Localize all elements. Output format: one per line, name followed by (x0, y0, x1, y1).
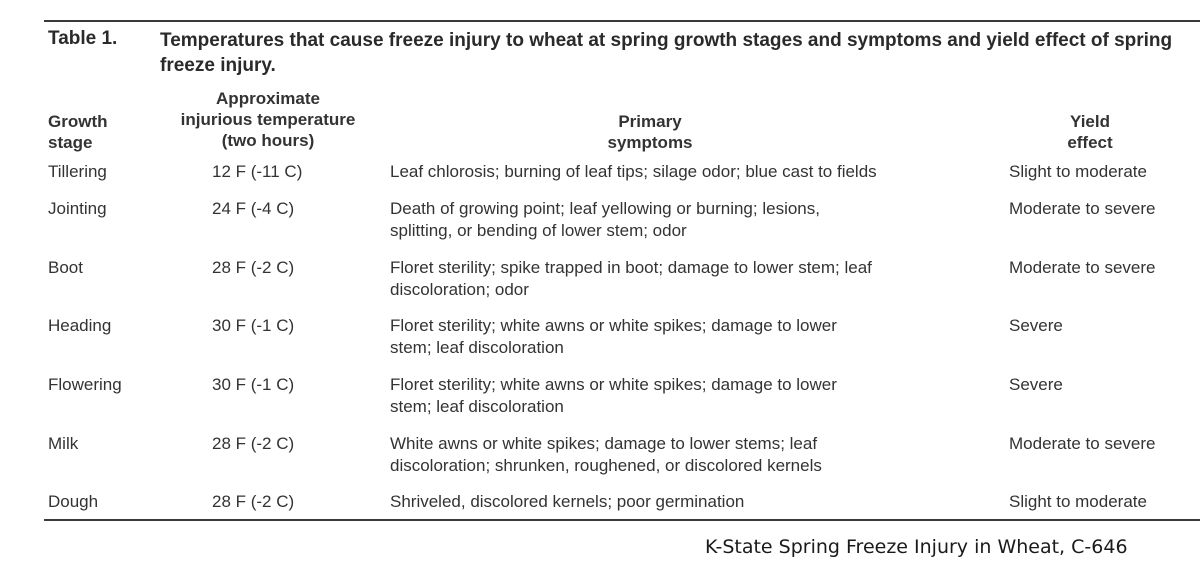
growth-stage-cell: Heading (48, 316, 112, 335)
symptoms-line: Floret sterility; white awns or white spikes; damage to lower (390, 375, 837, 394)
temperature-cell: 28 F (-2 C) (212, 258, 295, 277)
header-temperature (162, 88, 374, 151)
temperature-cell: 24 F (-4 C) (212, 199, 295, 218)
table-caption: Temperatures that cause freeze injury to wheat at spring growth stages and symptoms and yield effect of spring freeze injury. (160, 30, 1173, 76)
table-label: Table 1. (48, 28, 118, 49)
symptoms-cell (390, 374, 970, 418)
header-yield-effect (1005, 111, 1175, 153)
header-line: Growth (48, 112, 108, 131)
growth-stage-cell: Milk (48, 434, 79, 453)
table-bottom-rule (44, 519, 1200, 521)
header-line: stage (48, 133, 93, 152)
symptoms-line: discoloration; shrunken, roughened, or discolored kernels (390, 456, 822, 475)
symptoms-line: Death of growing point; leaf yellowing or burning; lesions, (390, 199, 820, 218)
header-line: Approximate (216, 89, 320, 108)
header-line: Primary (618, 112, 682, 131)
symptoms-cell (390, 257, 970, 301)
temperature-cell: 12 F (-11 C) (212, 162, 303, 181)
symptoms-line: stem; leaf discoloration (390, 338, 564, 357)
table-top-rule (44, 20, 1200, 22)
symptoms-cell (390, 161, 970, 183)
temperature-cell: 30 F (-1 C) (212, 316, 295, 335)
growth-stage-cell: Flowering (48, 375, 122, 394)
growth-stage-cell: Boot (48, 258, 83, 277)
temperature-cell: 28 F (-2 C) (212, 434, 295, 453)
header-line: Yield (1070, 112, 1110, 131)
symptoms-line: Leaf chlorosis; burning of leaf tips; silage odor; blue cast to fields (390, 162, 877, 181)
source-citation: K-State Spring Freeze Injury in Wheat, C-646 (705, 536, 1128, 558)
symptoms-cell (390, 198, 970, 242)
growth-stage-cell: Jointing (48, 199, 107, 218)
yield-effect-cell: Severe (1009, 316, 1063, 335)
header-growth-stage (48, 111, 158, 153)
yield-effect-cell: Moderate to severe (1009, 434, 1156, 453)
header-line: symptoms (607, 133, 693, 152)
symptoms-line: Floret sterility; spike trapped in boot; damage to lower stem; leaf (390, 258, 872, 277)
yield-effect-cell: Slight to moderate (1009, 492, 1147, 511)
yield-effect-cell: Slight to moderate (1009, 162, 1147, 181)
header-primary-symptoms (390, 111, 910, 153)
symptoms-line: White awns or white spikes; damage to lower stems; leaf (390, 434, 818, 453)
symptoms-line: splitting, or bending of lower stem; odor (390, 221, 687, 240)
header-line: injurious temperature (180, 110, 356, 129)
yield-effect-cell: Moderate to severe (1009, 258, 1156, 277)
growth-stage-cell: Tillering (48, 162, 107, 181)
growth-stage-cell: Dough (48, 492, 99, 511)
symptoms-line: Shriveled, discolored kernels; poor germination (390, 492, 745, 511)
symptoms-line: stem; leaf discoloration (390, 397, 564, 416)
symptoms-line: Floret sterility; white awns or white spikes; damage to lower (390, 316, 837, 335)
yield-effect-cell: Moderate to severe (1009, 199, 1156, 218)
header-line: effect (1067, 133, 1113, 152)
yield-effect-cell: Severe (1009, 375, 1063, 394)
symptoms-line: discoloration; odor (390, 280, 529, 299)
symptoms-cell (390, 315, 970, 359)
symptoms-cell (390, 433, 970, 477)
symptoms-cell (390, 491, 970, 513)
header-line: (two hours) (221, 131, 315, 150)
temperature-cell: 30 F (-1 C) (212, 375, 295, 394)
temperature-cell: 28 F (-2 C) (212, 492, 295, 511)
